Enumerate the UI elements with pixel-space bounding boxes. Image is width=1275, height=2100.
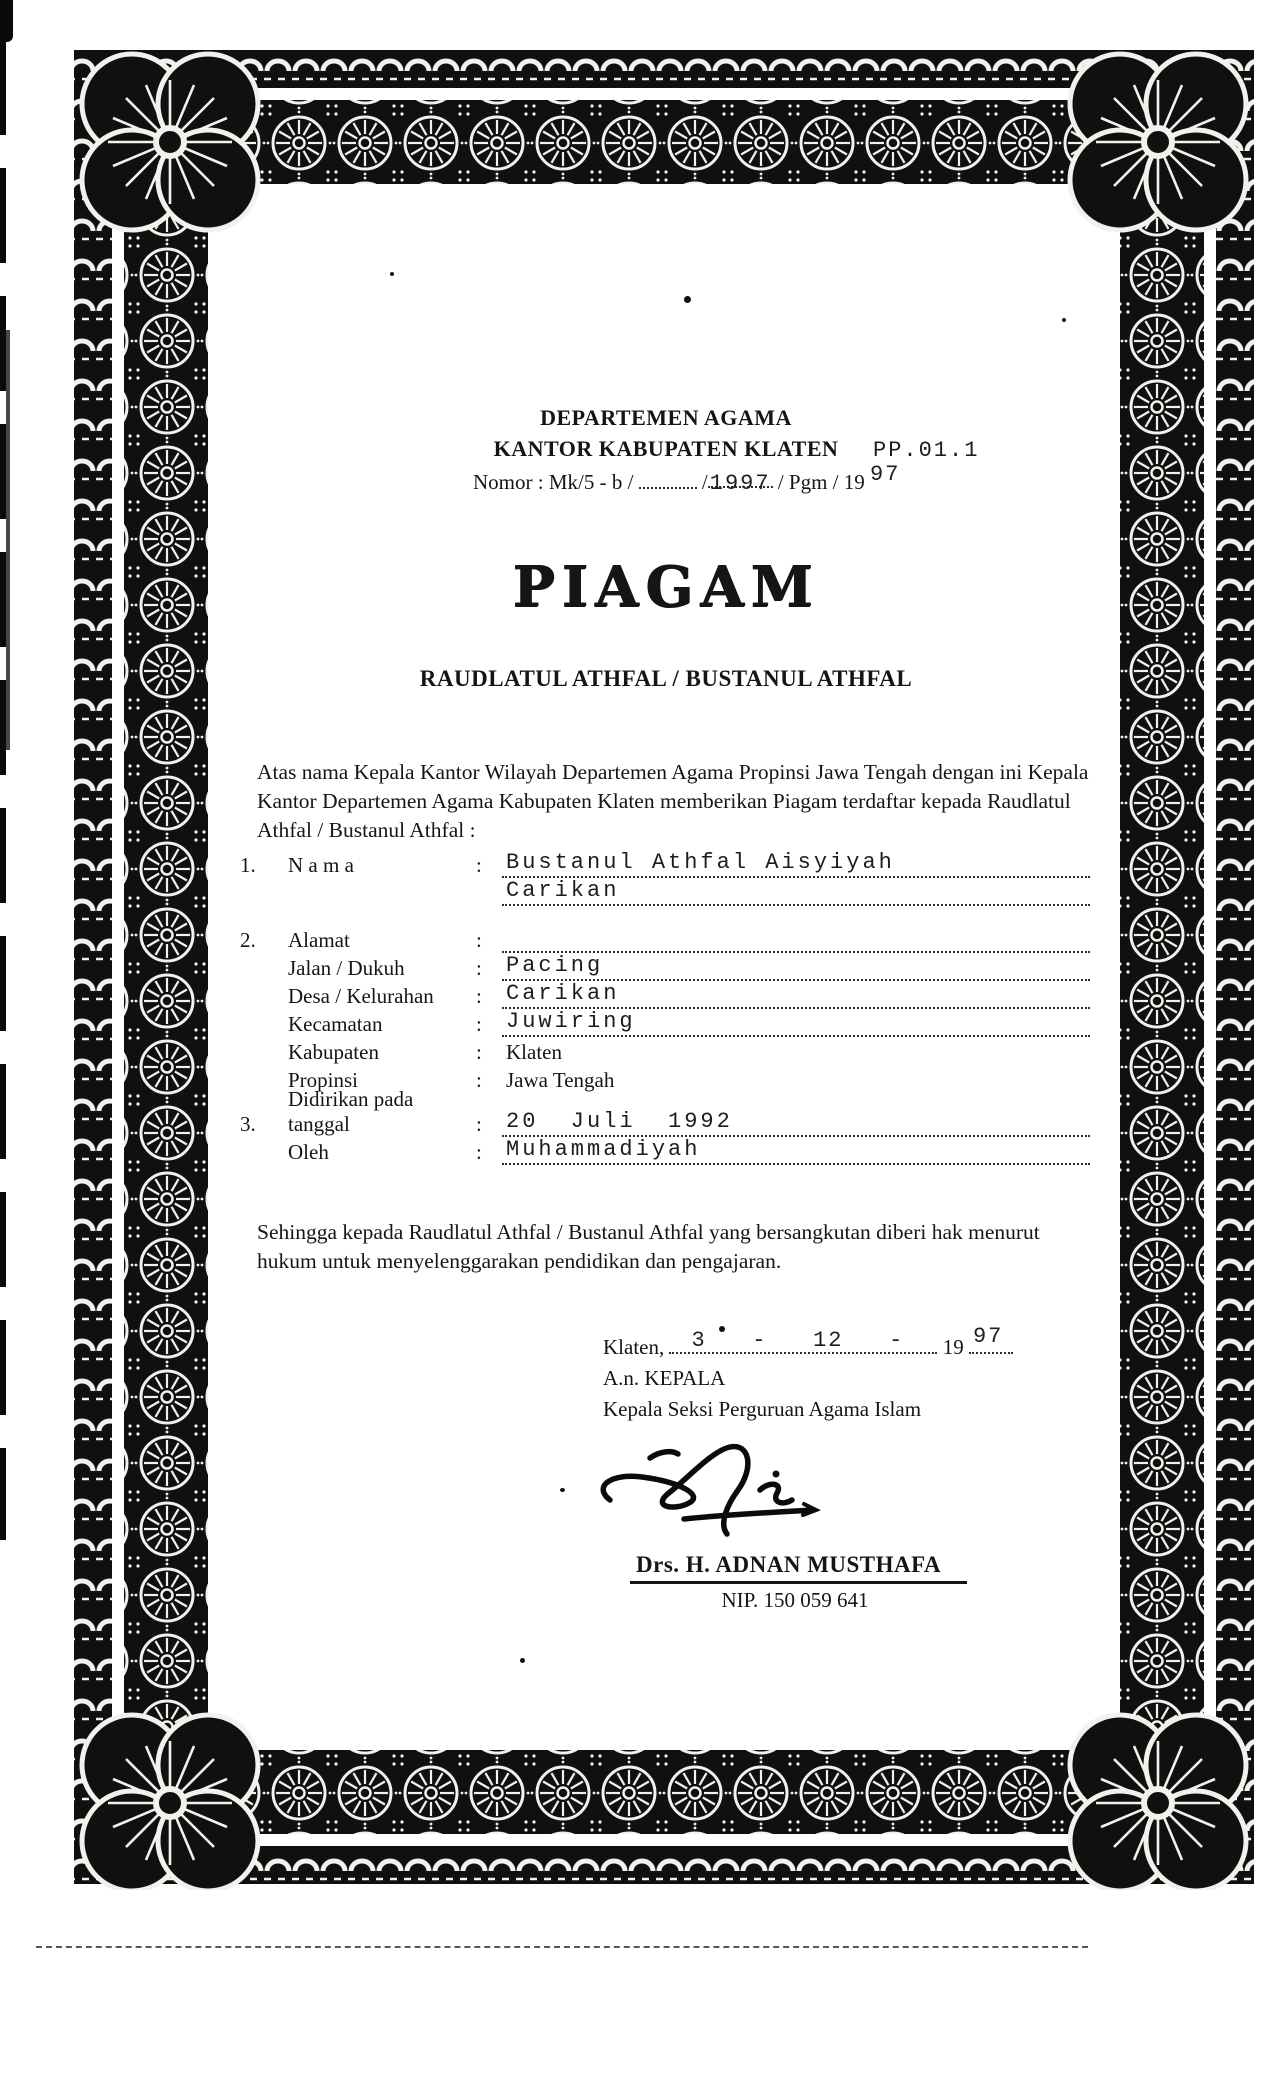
field-colon: : (476, 1068, 482, 1092)
agency-line2: KANTOR KABUPATEN KLATEN (493, 436, 839, 461)
field-row-kabupaten (240, 1037, 1090, 1065)
field-number: 1. (240, 853, 256, 877)
field-value: Klaten (506, 1040, 562, 1064)
field-number: 2. (240, 928, 256, 952)
position-line: Kepala Seksi Perguruan Agama Islam (603, 1397, 922, 1421)
field-label: Jalan / Dukuh (288, 956, 405, 980)
nomor-blank-filled (708, 471, 773, 496)
nomor-prefix: Nomor : Mk/5 - b / (473, 470, 634, 494)
field-colon: : (476, 853, 482, 877)
field-colon: : (476, 956, 482, 980)
field-value: Jawa Tengah (506, 1068, 615, 1092)
field-value: Pacing (506, 953, 604, 978)
field-label: Alamat (288, 928, 350, 952)
field-value: Juwiring (506, 1009, 636, 1034)
intro-paragraph: Atas nama Kepala Kantor Wilayah Departemen Agama Propinsi Jawa Tengah dengan ini Kepala Kantor Departemen Agama Kabupaten Klaten memberikan Piagam terdaftar kepada Raudlatul Athfal / Bustanul Athfal : (257, 760, 1089, 842)
certificate-subtitle: RAUDLATUL ATHFAL / BUSTANUL ATHFAL (419, 666, 913, 691)
year-blank (969, 1324, 1013, 1354)
field-value: Bustanul Athfal Aisyiyah (506, 850, 895, 875)
field-label: Kecamatan (288, 1012, 383, 1036)
field-value: Muhammadiyah (506, 1137, 701, 1162)
field-row-alamat (240, 925, 1090, 953)
nomor-typed-code: PP.01.1 (873, 438, 980, 463)
agency-line1: DEPARTEMEN AGAMA (540, 405, 792, 430)
signature (590, 1436, 860, 1551)
agency-header (212, 402, 1120, 464)
on-behalf-line: A.n. KEPALA (603, 1366, 726, 1390)
field-row-oleh (240, 1137, 1090, 1165)
field-label: Propinsi (288, 1068, 359, 1092)
field-row-desa (240, 981, 1090, 1009)
place-label: Klaten, (603, 1335, 665, 1359)
signer-nip: NIP. 150 059 641 (721, 1588, 869, 1612)
field-value: Carikan (506, 878, 620, 903)
nomor-suffix: / Pgm / 19 (777, 470, 865, 494)
field-list (240, 850, 1090, 1165)
signer-name: Drs. H. ADNAN MUSTHAFA (630, 1552, 967, 1584)
signoff-block (603, 1324, 1083, 1425)
field-colon: : (476, 1040, 482, 1064)
typed-year: 97 (972, 1324, 1004, 1349)
nomor-typed-year: 1997 (709, 471, 771, 496)
field-colon: : (476, 928, 482, 952)
field-label: Desa / Kelurahan (288, 984, 434, 1008)
field-label: Kabupaten (288, 1040, 379, 1064)
field-value: Carikan (506, 981, 620, 1006)
field-colon: : (476, 984, 482, 1008)
field-label: Didirikan pada tanggal (288, 1087, 414, 1136)
certificate-body (212, 184, 1120, 1750)
field-label: N a m a (288, 853, 354, 877)
year-prefix: 19 (942, 1335, 964, 1359)
field-colon: : (476, 1112, 482, 1136)
field-row-jalan (240, 953, 1090, 981)
certificate-title: PIAGAM (512, 554, 820, 620)
nomor-separator: / (701, 470, 708, 494)
field-row-didirikan (240, 1087, 1090, 1137)
scan-artifact-dashed-line (36, 1946, 1088, 1948)
nomor-typed-year-end: 97 (870, 462, 901, 487)
date-blank (669, 1328, 937, 1354)
field-colon: : (476, 1012, 482, 1036)
date-line (603, 1324, 1083, 1363)
scan-artifact (0, 40, 6, 1540)
scan-artifact (0, 0, 13, 42)
field-row-nama-cont (240, 878, 1090, 906)
scan-artifact (6, 330, 10, 750)
typed-date: 3 - 12 - (691, 1328, 905, 1353)
field-row-nama (240, 850, 1090, 878)
field-row-kecamatan (240, 1009, 1090, 1037)
nomor-blank (639, 473, 697, 489)
field-label: Oleh (288, 1140, 329, 1164)
field-value: 20 Juli 1992 (506, 1109, 733, 1134)
field-number: 3. (240, 1112, 256, 1136)
closing-paragraph: Sehingga kepada Raudlatul Athfal / Bustanul Athfal yang bersangkutan diberi hak menurut hukum untuk menyelenggarakan pendidikan dan pengajaran. (257, 1220, 1040, 1273)
field-colon: : (476, 1140, 482, 1164)
